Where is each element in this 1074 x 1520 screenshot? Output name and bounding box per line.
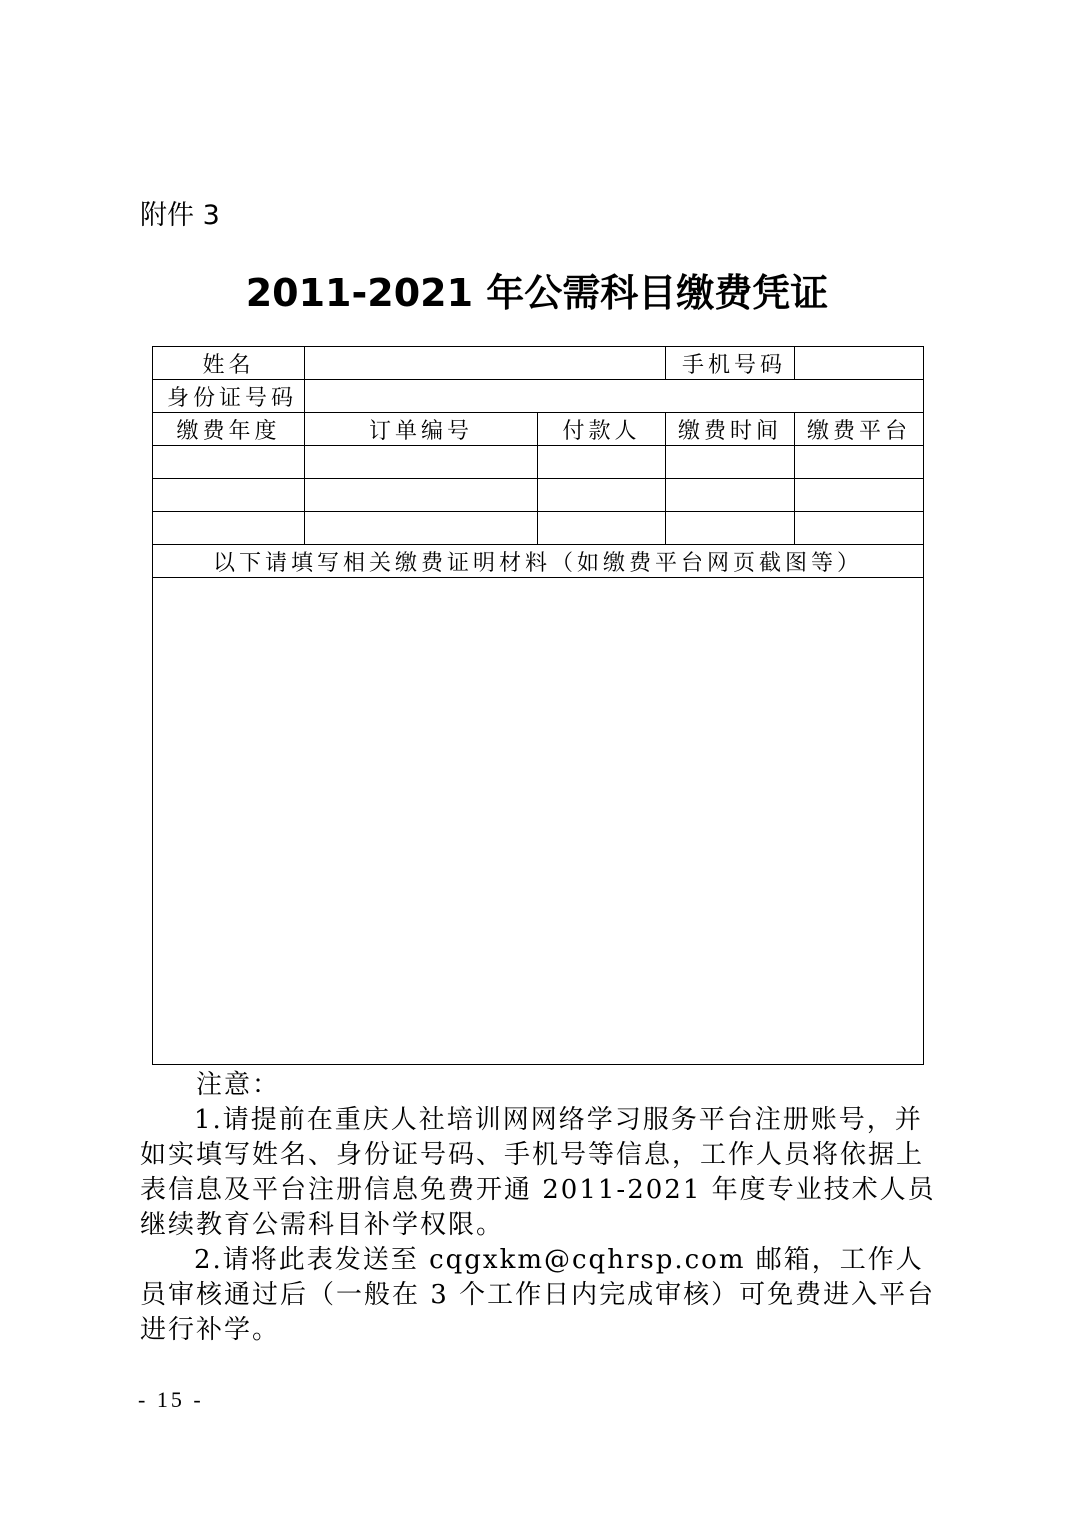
table-row xyxy=(153,446,924,479)
order-number-cell[interactable] xyxy=(305,512,538,545)
id-row xyxy=(153,380,924,413)
column-header: 订单编号 xyxy=(305,413,538,446)
page-title: 2011-2021 年公需科目缴费凭证 xyxy=(245,271,829,315)
order-number-cell[interactable] xyxy=(305,479,538,512)
year-cell[interactable] xyxy=(153,512,305,545)
payer-cell[interactable] xyxy=(538,479,666,512)
notes-heading: 注意： xyxy=(196,1070,281,1100)
table-row xyxy=(153,512,924,545)
name-label: 姓名 xyxy=(153,347,305,380)
payment-voucher-table xyxy=(152,346,924,1065)
payment-time-cell[interactable] xyxy=(666,446,795,479)
evidence-label-row xyxy=(153,545,924,578)
name-field[interactable] xyxy=(305,347,666,380)
column-header: 缴费平台 xyxy=(795,413,924,446)
column-header: 缴费年度 xyxy=(153,413,305,446)
evidence-area-row xyxy=(153,578,924,1065)
order-number-cell[interactable] xyxy=(305,446,538,479)
payment-platform-cell[interactable] xyxy=(795,479,924,512)
column-header-row xyxy=(153,413,924,446)
evidence-area[interactable] xyxy=(153,578,924,1065)
note-item-2: 2.请将此表发送至 cqgxkm@cqhrsp.com 邮箱，工作人员审核通过后（一般在 3 个工作日内完成审核）可免费进入平台进行补学。 xyxy=(140,1245,936,1345)
year-cell[interactable] xyxy=(153,479,305,512)
id-field[interactable] xyxy=(305,380,924,413)
table-row xyxy=(153,479,924,512)
payer-cell[interactable] xyxy=(538,446,666,479)
column-header: 缴费时间 xyxy=(666,413,795,446)
note-item-1: 1.请提前在重庆人社培训网网络学习服务平台注册账号，并如实填写姓名、身份证号码、手机号等信息，工作人员将依据上表信息及平台注册信息免费开通 2011-2021 年度专业技术人员继续教育公需科目补学权限。 xyxy=(140,1105,936,1240)
notes-section xyxy=(140,1068,940,1348)
payer-cell[interactable] xyxy=(538,512,666,545)
name-phone-row xyxy=(153,347,924,380)
page-number: - 15 - xyxy=(138,1387,204,1412)
payment-platform-cell[interactable] xyxy=(795,446,924,479)
column-header: 付款人 xyxy=(538,413,666,446)
id-label: 身份证号码 xyxy=(153,380,305,413)
evidence-label: 以下请填写相关缴费证明材料（如缴费平台网页截图等） xyxy=(153,545,924,578)
payment-time-cell[interactable] xyxy=(666,512,795,545)
attachment-label: 附件 3 xyxy=(140,200,220,231)
year-cell[interactable] xyxy=(153,446,305,479)
phone-field[interactable] xyxy=(795,347,924,380)
payment-platform-cell[interactable] xyxy=(795,512,924,545)
phone-label: 手机号码 xyxy=(666,347,795,380)
payment-time-cell[interactable] xyxy=(666,479,795,512)
